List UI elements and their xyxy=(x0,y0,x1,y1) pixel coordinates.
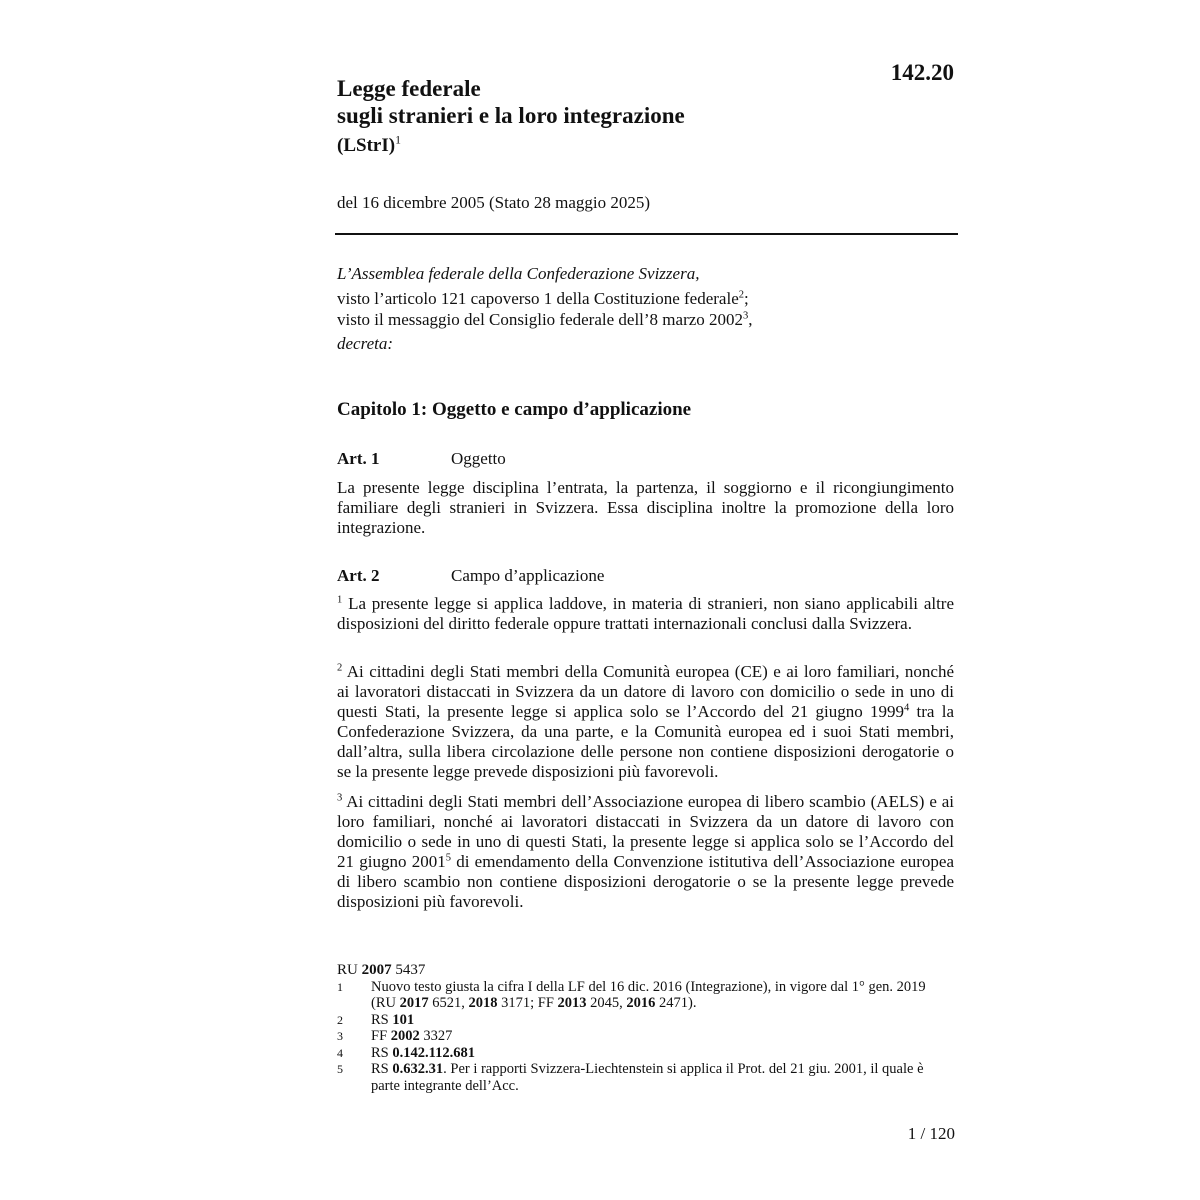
header-divider xyxy=(335,233,958,235)
footnote-ref-4[interactable]: 4 xyxy=(904,702,910,714)
art-1-heading xyxy=(337,449,957,469)
art-1-title: Oggetto xyxy=(451,449,506,468)
preamble xyxy=(337,263,957,354)
title-block xyxy=(337,75,897,157)
abbreviation-text: (LStrI) xyxy=(337,135,396,156)
ru-reference: RU 2007 5437 xyxy=(337,962,426,978)
art-2-paragraph-3: $^3$ Ai cittadini degli Stati membri dell’Associazione europea di libero scambio (AELS) e ai loro familiari, nonché ai lavoratori distaccati in Svizzera da un datore di lavoro con domicilio o sede in uno di questi Stati, la presente legge si applica solo se l’Accordo del 21 giugno 2001$^5$ di emendamento della Convenzione istitutiva dell’Associazione europea di libero scambio non contiene disposizioni derogatorie o se la presente legge prevede disposizioni più favorevoli. xyxy=(337,792,954,911)
preamble-assembly: L’Assemblea federale della Confederazione Svizzera, xyxy=(337,264,700,283)
paragraph-number-2: 2 xyxy=(337,662,343,674)
preamble-message: visto il messaggio del Consiglio federale dell’8 marzo 2002$^3$, xyxy=(337,310,753,329)
footnotes xyxy=(337,962,937,1094)
art-2-number: Art. 2 xyxy=(337,566,380,585)
preamble-constitution: visto l’articolo 121 capoverso 1 della Costituzione federale$^2$; xyxy=(337,289,749,308)
art-2-paragraph-2: $^2$ Ai cittadini degli Stati membri della Comunità europea (CE) e ai loro familiari, nonché ai lavoratori distaccati in Svizzera da un datore di lavoro con domicilio o sede in uno di questi Stati, la presente legge si applica solo se l’Accordo del 21 giugno 1999$^4$ tra la Confederazione Svizzera, da una parte, e la Comunità europea ed i suoi Stati membri, dall’altra, sulla libera circolazione delle persone non contiene disposizioni derogatorie o se la presente legge prevede disposizioni più favorevoli. xyxy=(337,662,955,781)
paragraph-number-1: 1 xyxy=(337,594,343,606)
page-number: 1 / 120 xyxy=(907,1124,955,1143)
law-abbreviation xyxy=(337,135,897,157)
footnote-ref-1[interactable]: 1 xyxy=(395,133,401,147)
preamble-decree: decreta: xyxy=(337,334,394,353)
title-line-1: Legge federale xyxy=(337,76,481,101)
art-1-text: La presente legge disciplina l’entrata, la partenza, il soggiorno e il ricongiungimento familiare degli stranieri in Svizzera. Essa disciplina inoltre la promozione della loro integrazione. xyxy=(337,478,954,537)
footnote-1: 1 Nuovo testo giusta la cifra I della LF del 16 dic. 2016 (Integrazione), in vigore dal 1° gen. 2019 (RU 2017 6521, 2018 3171; FF 2013 2045, 2016 2471). xyxy=(337,978,926,1011)
sr-number: 142.20 xyxy=(890,60,954,85)
date-line: del 16 dicembre 2005 (Stato 28 maggio 2025) xyxy=(337,193,651,212)
footnote-ref-2[interactable]: 2 xyxy=(738,289,744,301)
footnote-3: 3 FF 2002 3327 xyxy=(337,1028,453,1044)
art-2-paragraph-1: $^1$ La presente legge si applica laddove, in materia di stranieri, non siano applicabili altre disposizioni del diritto federale oppure trattati internazionali conclusi dalla Svizzera. xyxy=(337,594,955,633)
art-1-number: Art. 1 xyxy=(337,449,380,468)
footnote-ref-3[interactable]: 3 xyxy=(743,310,749,322)
title-line-2: sugli stranieri e la loro integrazione xyxy=(337,103,685,128)
footnote-4: 4 RS 0.142.112.681 xyxy=(337,1044,475,1061)
footnote-5: 5 RS 0.632.31. Per i rapporti Svizzera-Liechtenstein si applica il Prot. del 21 giu. 2001, il quale è parte integrante dell’Acc. xyxy=(337,1061,924,1094)
art-2-title: Campo d’applicazione xyxy=(451,566,605,585)
footnote-2: 2 RS 101 xyxy=(337,1011,415,1028)
footnote-ref-5[interactable]: 5 xyxy=(445,852,451,864)
paragraph-number-3: 3 xyxy=(337,792,343,804)
chapter-1-heading: Capitolo 1: Oggetto e campo d’applicazione xyxy=(337,399,692,420)
art-2-heading xyxy=(337,566,957,586)
